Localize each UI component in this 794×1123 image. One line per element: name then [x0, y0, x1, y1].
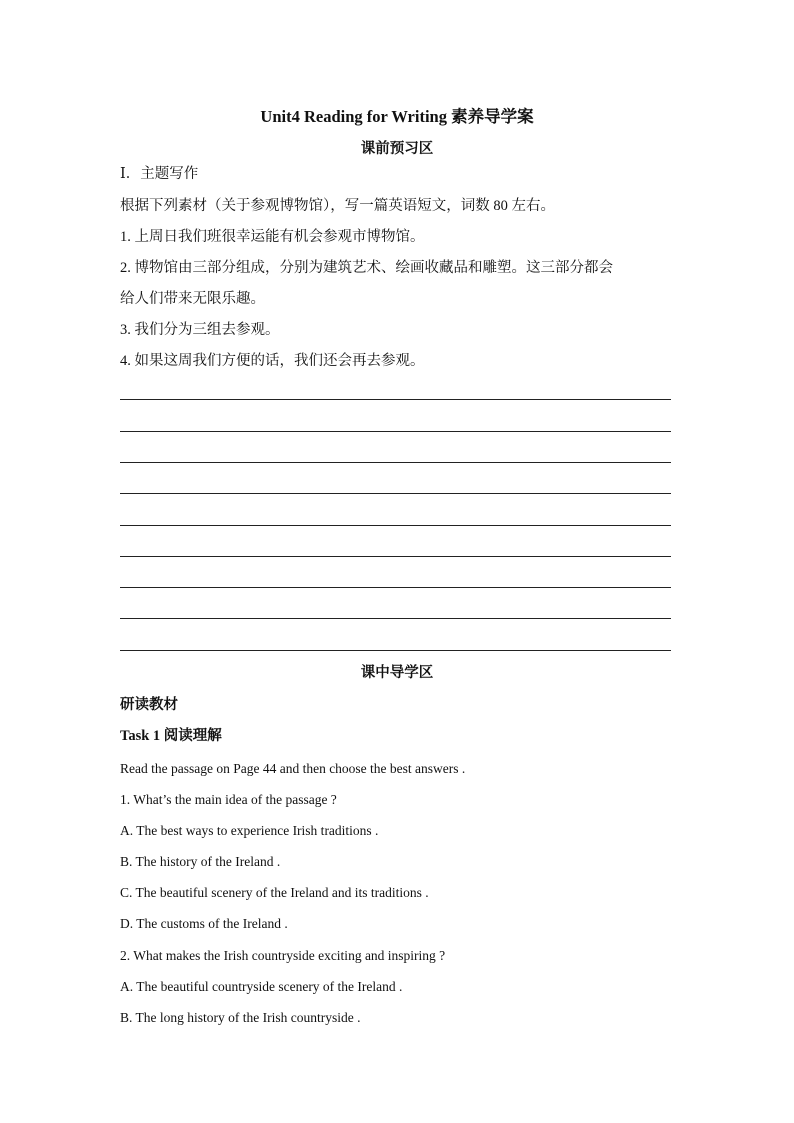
material-point: 3. 我们分为三组去参观。 [120, 322, 280, 338]
answer-option: C. The beautiful scenery of the Ireland and its traditions . [120, 885, 429, 900]
answer-option: A. The best ways to experience Irish traditions . [120, 823, 379, 838]
writing-instruction: 根据下列素材（关于参观博物馆），写一篇英语短文，词数 80 左右。 [120, 198, 555, 214]
writing-line[interactable] [120, 399, 671, 400]
study-heading: 研读教材 [120, 697, 178, 713]
material-point: 1. 上周日我们班很幸运能有机会参观市博物馆。 [120, 229, 425, 245]
answer-option: D. The customs of the Ireland . [120, 916, 288, 931]
answer-option: B. The history of the Ireland . [120, 854, 281, 869]
answer-option: B. The long history of the Irish countryside . [120, 1010, 361, 1025]
task1-instruction: Read the passage on Page 44 and then choose the best answers . [120, 761, 466, 776]
document-title: Unit4 Reading for Writing 素养导学案 [260, 107, 534, 126]
writing-line[interactable] [120, 431, 671, 432]
material-point-continuation: 给人们带来无限乐趣。 [120, 291, 265, 307]
writing-line[interactable] [120, 462, 671, 463]
writing-line[interactable] [120, 493, 671, 494]
answer-option: A. The beautiful countryside scenery of the Ireland . [120, 979, 403, 994]
material-point: 4. 如果这周我们方便的话，我们还会再去参观。 [120, 353, 425, 369]
writing-line[interactable] [120, 618, 671, 619]
material-point: 2. 博物馆由三部分组成，分别为建筑艺术、绘画收藏品和雕塑。这三部分都会 [120, 260, 613, 276]
question-stem: 1. What’s the main idea of the passage ? [120, 792, 337, 807]
part-heading-writing: Ⅰ．主题写作 [120, 166, 199, 182]
writing-line[interactable] [120, 587, 671, 588]
question-stem: 2. What makes the Irish countryside exciting and inspiring ? [120, 948, 446, 963]
writing-line[interactable] [120, 556, 671, 557]
writing-line[interactable] [120, 650, 671, 651]
section-heading-preview: 课前预习区 [360, 141, 434, 157]
task1-heading: Task 1 阅读理解 [120, 728, 222, 744]
section-heading-class: 课中导学区 [360, 665, 434, 681]
writing-line[interactable] [120, 525, 671, 526]
